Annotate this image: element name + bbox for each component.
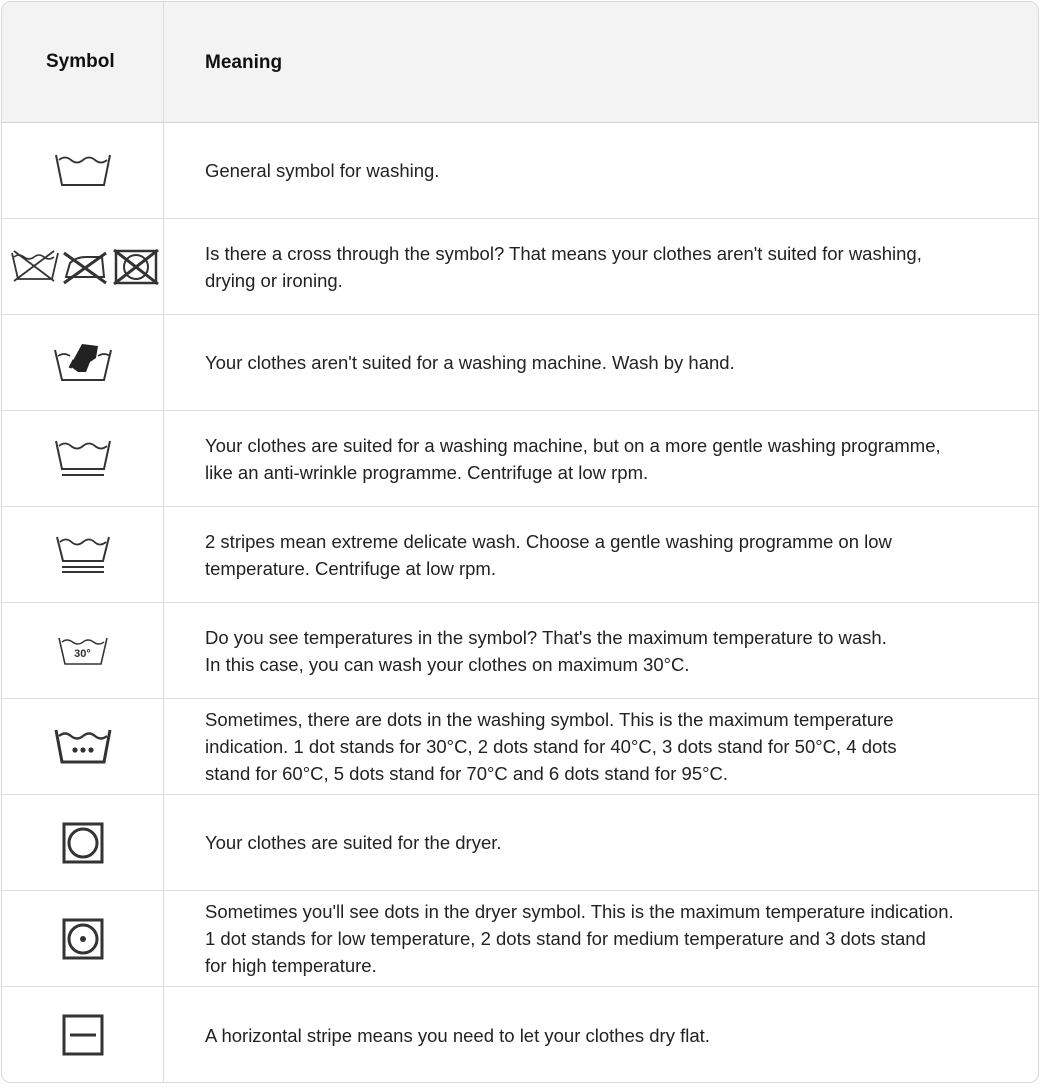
- meaning-text: Do you see temperatures in the symbol? That's the maximum temperature to wash. In this case, you can wash your clothes on maximum 30°C.: [205, 626, 887, 675]
- table-row: [2, 987, 1038, 1083]
- table-row: [2, 507, 1038, 603]
- meaning-text: Sometimes you'll see dots in the dryer symbol. This is the maximum temperature indication. 1 dot stands for low temperature, 2 dots stand for medium temperature and 3 dots stand for high temperature.: [205, 901, 954, 976]
- wash-temperature-label: 30°: [74, 647, 91, 660]
- gentle-wash-icon: [53, 437, 113, 481]
- wash-dots-icon: [53, 726, 113, 768]
- header-meaning: Meaning: [205, 51, 283, 73]
- meaning-text: Your clothes are suited for the dryer.: [205, 832, 502, 853]
- meaning-text: A horizontal stripe means you need to let your clothes dry flat.: [205, 1024, 710, 1046]
- table-row: [2, 219, 1038, 315]
- care-symbols-table: [1, 1, 1039, 1083]
- meaning-text: Sometimes, there are dots in the washing symbol. This is the maximum temperature indication. 1 dot stands for 30°C, 2 dots stand for 40°C, 3 dots stand for 50°C, 4 dots stand for 60°C, 5 dots stand for 70°C and 6 dots stand for 95°C.: [205, 709, 897, 784]
- table-row: [2, 315, 1038, 411]
- wash-30-icon: [57, 634, 109, 668]
- meaning-text: General symbol for washing.: [205, 160, 440, 181]
- table-row: [2, 603, 1038, 699]
- tumble-dry-dot-icon: [62, 918, 104, 960]
- meaning-text: 2 stripes mean extreme delicate wash. Choose a gentle washing programme on low temperature. Centrifuge at low rpm.: [205, 530, 892, 579]
- meaning-text: Is there a cross through the symbol? That means your clothes aren't suited for washing, drying or ironing.: [205, 242, 922, 291]
- table-row: [2, 795, 1038, 891]
- hand-wash-icon: [52, 340, 114, 386]
- table-row: [2, 699, 1038, 795]
- table-header-row: [2, 2, 1038, 123]
- tumble-dry-icon: [62, 822, 104, 864]
- table-row: [2, 123, 1038, 219]
- table-row: [2, 891, 1038, 987]
- table-row: [2, 411, 1038, 507]
- delicate-wash-icon: [54, 533, 112, 577]
- meaning-text: Your clothes are suited for a washing machine, but on a more gentle washing programme, like an anti-wrinkle programme. Centrifuge at low rpm.: [205, 434, 941, 483]
- wash-tub-icon: [53, 151, 113, 191]
- header-symbol: Symbol: [2, 2, 164, 122]
- dry-flat-icon: [62, 1014, 104, 1056]
- meaning-text: Your clothes aren't suited for a washing machine. Wash by hand.: [205, 352, 735, 373]
- do-not-wash-dry-iron-icons: [10, 247, 160, 287]
